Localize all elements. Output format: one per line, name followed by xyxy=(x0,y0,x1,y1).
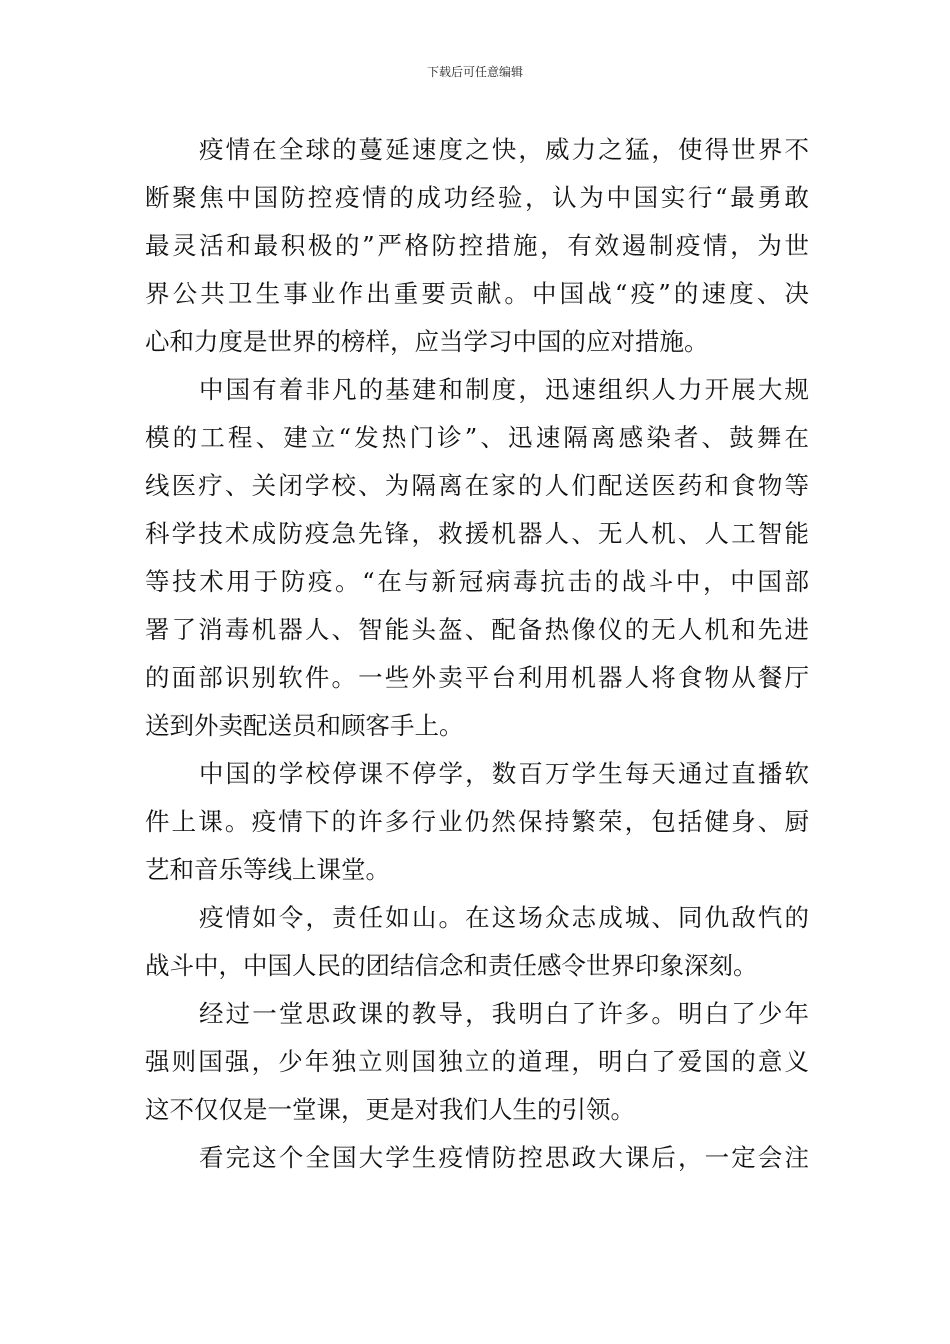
text-line: 界公共卫生事业作出重要贡献。中国战“疫”的速度、决 xyxy=(145,279,809,308)
text-line: 战斗中，中国人民的团结信念和责任感令世界印象深刻。 xyxy=(145,951,758,980)
text-line: 断聚焦中国防控疫情的成功经验，认为中国实行“最勇敢 xyxy=(145,183,809,212)
text-line: 模的工程、建立“发热门诊”、迅速隔离感染者、鼓舞在 xyxy=(145,423,809,452)
text-line: 强则国强，少年独立则国独立的道理，明白了爱国的意义 xyxy=(145,1047,809,1076)
text-line: 看完这个全国大学生疫情防控思政大课后，一定会注 xyxy=(199,1143,809,1172)
paragraph xyxy=(145,126,809,366)
text-line: 最灵活和最积极的”严格防控措施，有效遏制疫情，为世 xyxy=(145,231,809,260)
text-line: 心和力度是世界的榜样，应当学习中国的应对措施。 xyxy=(145,327,709,356)
text-line: 疫情在全球的蔓延速度之快，威力之猛，使得世界不 xyxy=(199,135,809,164)
text-line: 科学技术成防疫急先锋，救援机器人、无人机、人工智能 xyxy=(145,519,809,548)
text-line: 中国的学校停课不停学，数百万学生每天通过直播软 xyxy=(199,759,809,788)
text-line: 经过一堂思政课的教导，我明白了许多。明白了少年 xyxy=(199,999,809,1028)
text-line: 中国有着非凡的基建和制度，迅速组织人力开展大规 xyxy=(199,375,809,404)
text-line: 的面部识别软件。一些外卖平台利用机器人将食物从餐厅 xyxy=(145,663,809,692)
paragraph xyxy=(145,990,809,1134)
paragraph xyxy=(145,366,809,750)
text-line: 等技术用于防疫。“在与新冠病毒抗击的战斗中，中国部 xyxy=(145,567,809,596)
text-line: 疫情如令，责任如山。在这场众志成城、同仇敌忾的 xyxy=(199,903,809,932)
paragraph xyxy=(145,750,809,894)
text-line: 件上课。疫情下的许多行业仍然保持繁荣，包括健身、厨 xyxy=(145,807,809,836)
paragraph xyxy=(145,1134,809,1182)
body-text xyxy=(145,126,809,1182)
text-line: 署了消毒机器人、智能头盔、配备热像仪的无人机和先进 xyxy=(145,615,809,644)
page-header: 下载后可任意编辑 xyxy=(426,65,523,79)
text-line: 艺和音乐等线上课堂。 xyxy=(145,855,390,884)
text-line: 这不仅仅是一堂课，更是对我们人生的引领。 xyxy=(145,1095,635,1124)
paragraph xyxy=(145,894,809,990)
text-line: 线医疗、关闭学校、为隔离在家的人们配送医药和食物等 xyxy=(145,471,809,500)
text-line: 送到外卖配送员和顾客手上。 xyxy=(145,711,464,740)
